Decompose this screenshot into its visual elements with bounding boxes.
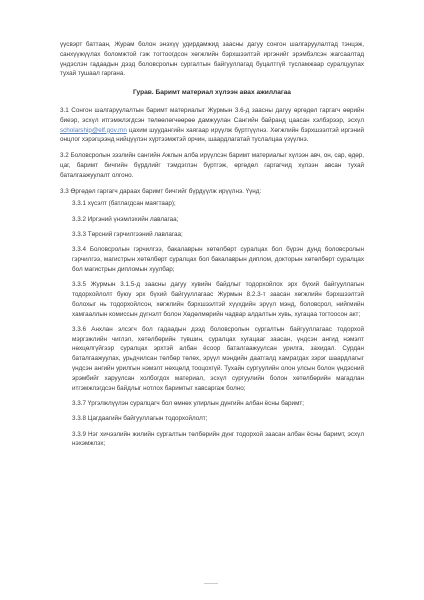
list-item-3-3-4: 3.3.4 Боловсролын гэрчилгээ, бакалаврын хөтөлбөрт суралцах бол бүрэн дунд боловсролын гэрчилгээ, магистрын хөтөлбөрт суралцах бол бакалаврын диплом, докторын хөтөлбөрт суралцах бол магистрын дипломын хуулбар; (72, 246, 364, 273)
page-footer-mark (204, 583, 218, 592)
list-item-3-3-7: 3.3.7 Үргэлжлүүлэн суралцагч бол өмнөх улирлын дүнгийн албан ёсны баримт; (72, 399, 305, 407)
paragraph-3-1-text-end: цахим шуудангийн хаягаар ирүүлж бүртгүүлнэ. Хөгжлийн бэрхшээлтэй иргэний онцлог хэрэгцээнд нийцүүлэн хүртээмжтэй орчин, шаардлагатай туслалцаа үзүүлнэ. (60, 126, 364, 144)
intro-paragraph: үүсвэрт баттаан, Журам болон энэхүү удирдамжид заасны дагуу сонгон шалгаруулалтад тэнцэж, санхүүжүүлах боломжтой гэж тогтоогдсон хөгжлийн бэрхшээлтэй иргэнийг эрэмбэлсэн жагсаалтад үндэслэн гадаадын дээд боловсролын сургалтын байгууллагад буцалтгүй тусламжаар суралцуулах тухай тушаал гаргана. (60, 41, 364, 78)
list-item-3-3-3: 3.3.3 Төрсний гэрчилгээний лавлагаа; (72, 230, 183, 238)
paragraph-3-1 (60, 106, 364, 145)
list-item-3-3-5: 3.3.5 Журмын 3.1.5-д заасны дагуу хувийн байдлыг тодорхойлох эрх бүхий байгууллагын тодорхойлолт буюу эрх бүхий байгууллагаас Журмын 8.2.3-т заасан хөгжлийн бэрхшээлтэй болохыг нь тодорхойлсон, хөгжлийн бэрхшээлтэй хүүхдийн эрүүл мэнд, боловсрол, нийгмийн хамгааллын комиссын дүгнэлт болон Хөдөлмөрийн чадвар алдалтын хувь, хугацаа тогтоосон акт; (72, 281, 364, 318)
section-heading: Гурав. Баримт материал хүлээн авах ажиллагаа (133, 89, 291, 97)
paragraph-3-3: 3.3 Өргөдөл гаргагч дараах баримт бичгийг бүрдүүлж ирүүлнэ. Үүнд: (60, 187, 262, 195)
list-item-3-3-2: 3.3.2 Иргэний үнэмлэхийн лавлагаа; (72, 215, 179, 223)
list-item-3-3-1: 3.3.1 хүсэлт (батлагдсан маягтаар); (72, 200, 176, 208)
list-item-3-3-6: 3.3.6 Анхлан элсэгч бол гадаадын дээд боловсролын сургалтын байгууллагаас тодорхой мэргэжлийн чиглэл, хөтөлбөрийн түвшин, суралцах хугацааг заасан, үндсэн ангид нэмэлт нөхцөлгүйгээр суралцах эрхтэй албан ёсоор баталгаажуулсан урилга, захидал. Сурдан баталгаажуулах, урьдчилсан төлбөр төлөх, эрүүл мэндийн даатгалд хамрагдах зэрэг шаардлагыг үндсэн ангийн урилгын нэмэлт нөхцөлд тооцохгүй. Тухайн сургуулийн олон улсын болон үндэсний эрэмбийг харуулсан холбогдох материал, эсхүл сургуулийн болон хөтөлбөрийн магадлан итгэмжлэгдсэн байдлыг нотлох баримтыг хавсаргаж болно; (72, 325, 364, 392)
list-item-3-3-8: 3.3.8 Цагдаагийн байгууллагын тодорхойлолт; (72, 415, 208, 423)
paragraph-3-1-text: 3.1 Сонгон шалгаруулалтын баримт материалыг Журмын 3.6-д заасны дагуу өргөдөл гаргагч өөрийн биеэр, эсхүл итгэмжлэгдсэн төлөөлөгчөөрөө дамжуулан Сангийн байранд цаасан хэлбэрээр, эсхүл (60, 106, 364, 124)
paragraph-3-2: 3.2 Боловсролын зээлийн сангийн Ажлын алба ирүүлсэн баримт материалыг хүлээн авч, он, сар, өдөр, цаг, баримт бичгийн бүрдлийг тэмдэглэн бүртгэж, өргөдөл гаргагчид хүлээн авсан тухай баталгаажуулалт олгоно. (60, 152, 364, 179)
list-item-3-3-9: 3.3.9 Нэг хичээлийн жилийн сургалтын төлбөрийн дүнг тодорхой заасан албан ёсны баримт, эсхүл нэхэмжлэх; (72, 430, 364, 448)
email-link[interactable]: scholarship@elf.gov.mn (60, 126, 127, 134)
